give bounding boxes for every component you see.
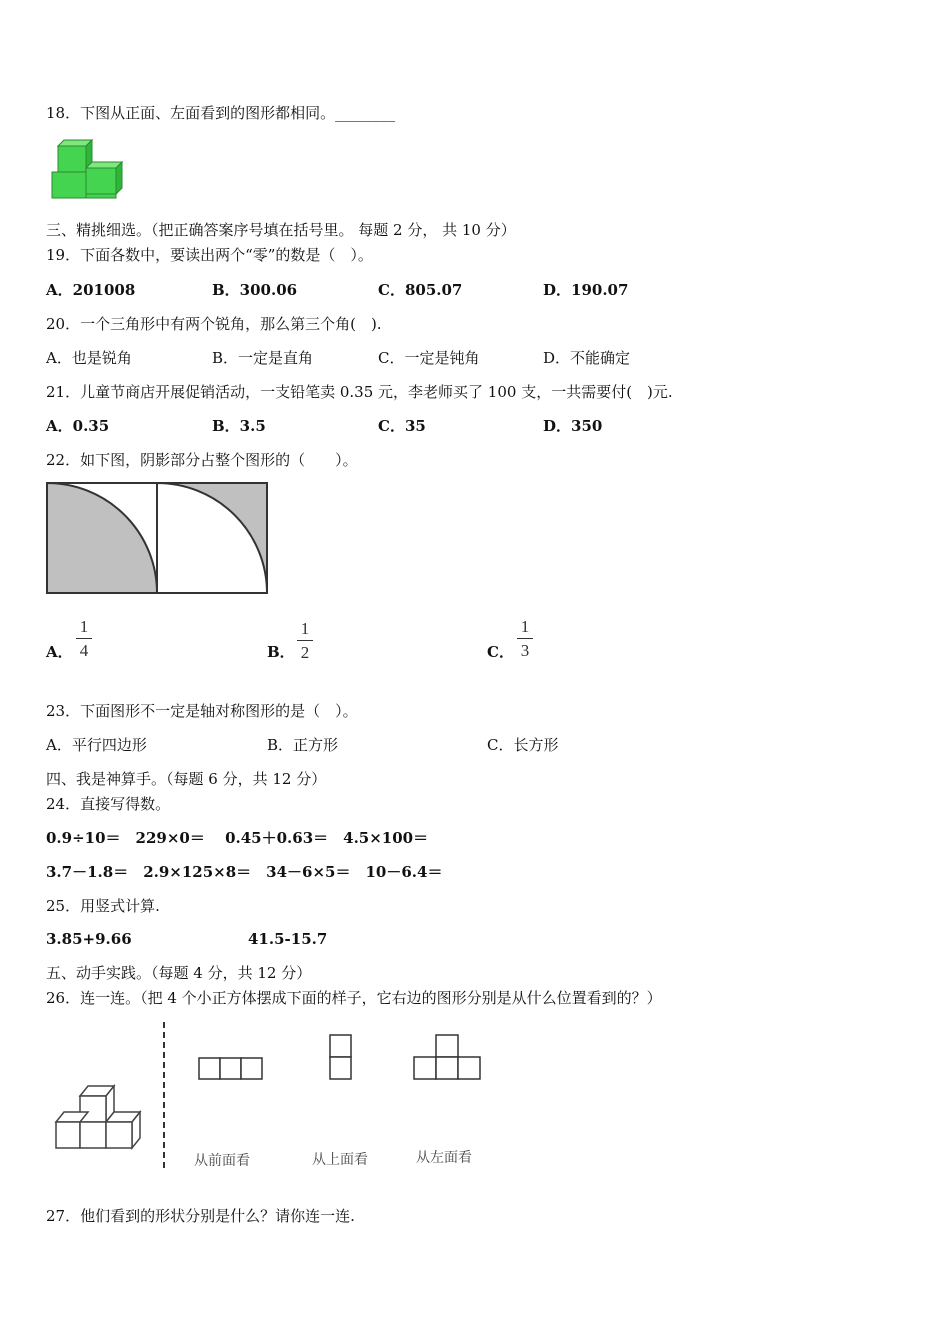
q22-a-numerator: 1 — [79, 617, 89, 636]
section3-heading: 三、精挑细选。（把正确答案序号填在括号里。 每题 2 分， 共 10 分） — [46, 221, 516, 239]
q22-b-numerator: 1 — [300, 619, 310, 638]
q19-option-c[interactable]: C．805.07 — [378, 281, 463, 299]
q22-option-b[interactable]: B． — [267, 643, 295, 661]
q20-option-a[interactable]: A．也是锐角 — [46, 349, 132, 367]
q26-divider-dashed-line — [160, 1022, 168, 1168]
q18-text: 18．下图从正面、左面看到的图形都相同。________ — [46, 104, 396, 122]
q19-option-b[interactable]: B．300.06 — [212, 281, 298, 299]
section5-heading: 五、动手实践。（每题 4 分，共 12 分） — [46, 964, 312, 982]
q26-caption-top: 从上面看 — [312, 1152, 368, 1168]
q21-text: 21．儿童节商店开展促销活动，一支铅笔卖 0.35 元，李老师买了 100 支，一共需要付( )元. — [46, 383, 673, 401]
q22-c-numerator: 1 — [520, 617, 530, 636]
q26-view-front-figure — [198, 1056, 266, 1082]
q23-text: 23．下面图形不一定是轴对称图形的是（ ）。 — [46, 702, 358, 720]
q18-cube-figure — [46, 136, 128, 202]
fraction-bar — [297, 640, 313, 641]
fraction-bar — [517, 638, 533, 639]
q20-option-b[interactable]: B．一定是直角 — [212, 349, 314, 367]
q19-option-a[interactable]: A．201008 — [46, 281, 136, 299]
section4-heading: 四、我是神算手。（每题 6 分，共 12 分） — [46, 770, 327, 788]
q22-a-denominator: 4 — [79, 641, 89, 660]
q22-option-c[interactable]: C． — [487, 643, 514, 661]
q26-caption-front: 从前面看 — [194, 1153, 250, 1169]
q21-option-b[interactable]: B．3.5 — [212, 417, 266, 435]
q24-text: 24．直接写得数。 — [46, 795, 171, 813]
q27-text: 27．他们看到的形状分别是什么？请你连一连. — [46, 1207, 355, 1225]
q24-row-2: 3.7－1.8＝ 2.9×125×8＝ 34－6×5＝ 10－6.4＝ — [46, 863, 443, 881]
q21-option-a[interactable]: A．0.35 — [46, 417, 110, 435]
q19-option-d[interactable]: D．190.07 — [543, 281, 629, 299]
q19-text: 19．下面各数中，要读出两个“零”的数是（ ）。 — [46, 246, 373, 264]
q23-option-a[interactable]: A．平行四边形 — [46, 736, 147, 754]
q20-option-c[interactable]: C．一定是钝角 — [378, 349, 480, 367]
fraction-bar — [76, 638, 92, 639]
q21-option-d[interactable]: D．350 — [543, 417, 603, 435]
q26-cube-stack-figure — [50, 1078, 150, 1152]
q20-option-d[interactable]: D．不能确定 — [543, 349, 631, 367]
q24-row-1: 0.9÷10＝ 229×0＝ 0.45＋0.63＝ 4.5×100＝ — [46, 829, 429, 847]
q25-item-1: 3.85+9.66 — [46, 930, 132, 948]
q22-quarter-circle-figure — [46, 482, 270, 596]
q22-text: 22．如下图，阴影部分占整个图形的（ ）。 — [46, 451, 358, 469]
q26-text: 26．连一连。（把 4 个小正方体摆成下面的样子，它右边的图形分别是从什么位置看到的？） — [46, 989, 662, 1007]
q21-option-c[interactable]: C．35 — [378, 417, 426, 435]
q20-text: 20．一个三角形中有两个锐角，那么第三个角( ). — [46, 315, 382, 333]
q22-option-a-fraction — [76, 618, 92, 659]
q22-option-a[interactable]: A． — [46, 643, 73, 661]
q26-view-left-figure — [413, 1034, 483, 1082]
q23-option-b[interactable]: B．正方形 — [267, 736, 339, 754]
q23-option-c[interactable]: C．长方形 — [487, 736, 559, 754]
q22-option-b-fraction — [297, 620, 313, 661]
q22-b-denominator: 2 — [300, 643, 310, 662]
q26-view-top-figure — [328, 1034, 354, 1082]
q25-item-2: 41.5-15.7 — [248, 930, 328, 948]
q22-c-denominator: 3 — [520, 641, 530, 660]
q25-text: 25．用竖式计算. — [46, 897, 160, 915]
q22-option-c-fraction — [517, 618, 533, 659]
q26-caption-left: 从左面看 — [416, 1150, 472, 1166]
